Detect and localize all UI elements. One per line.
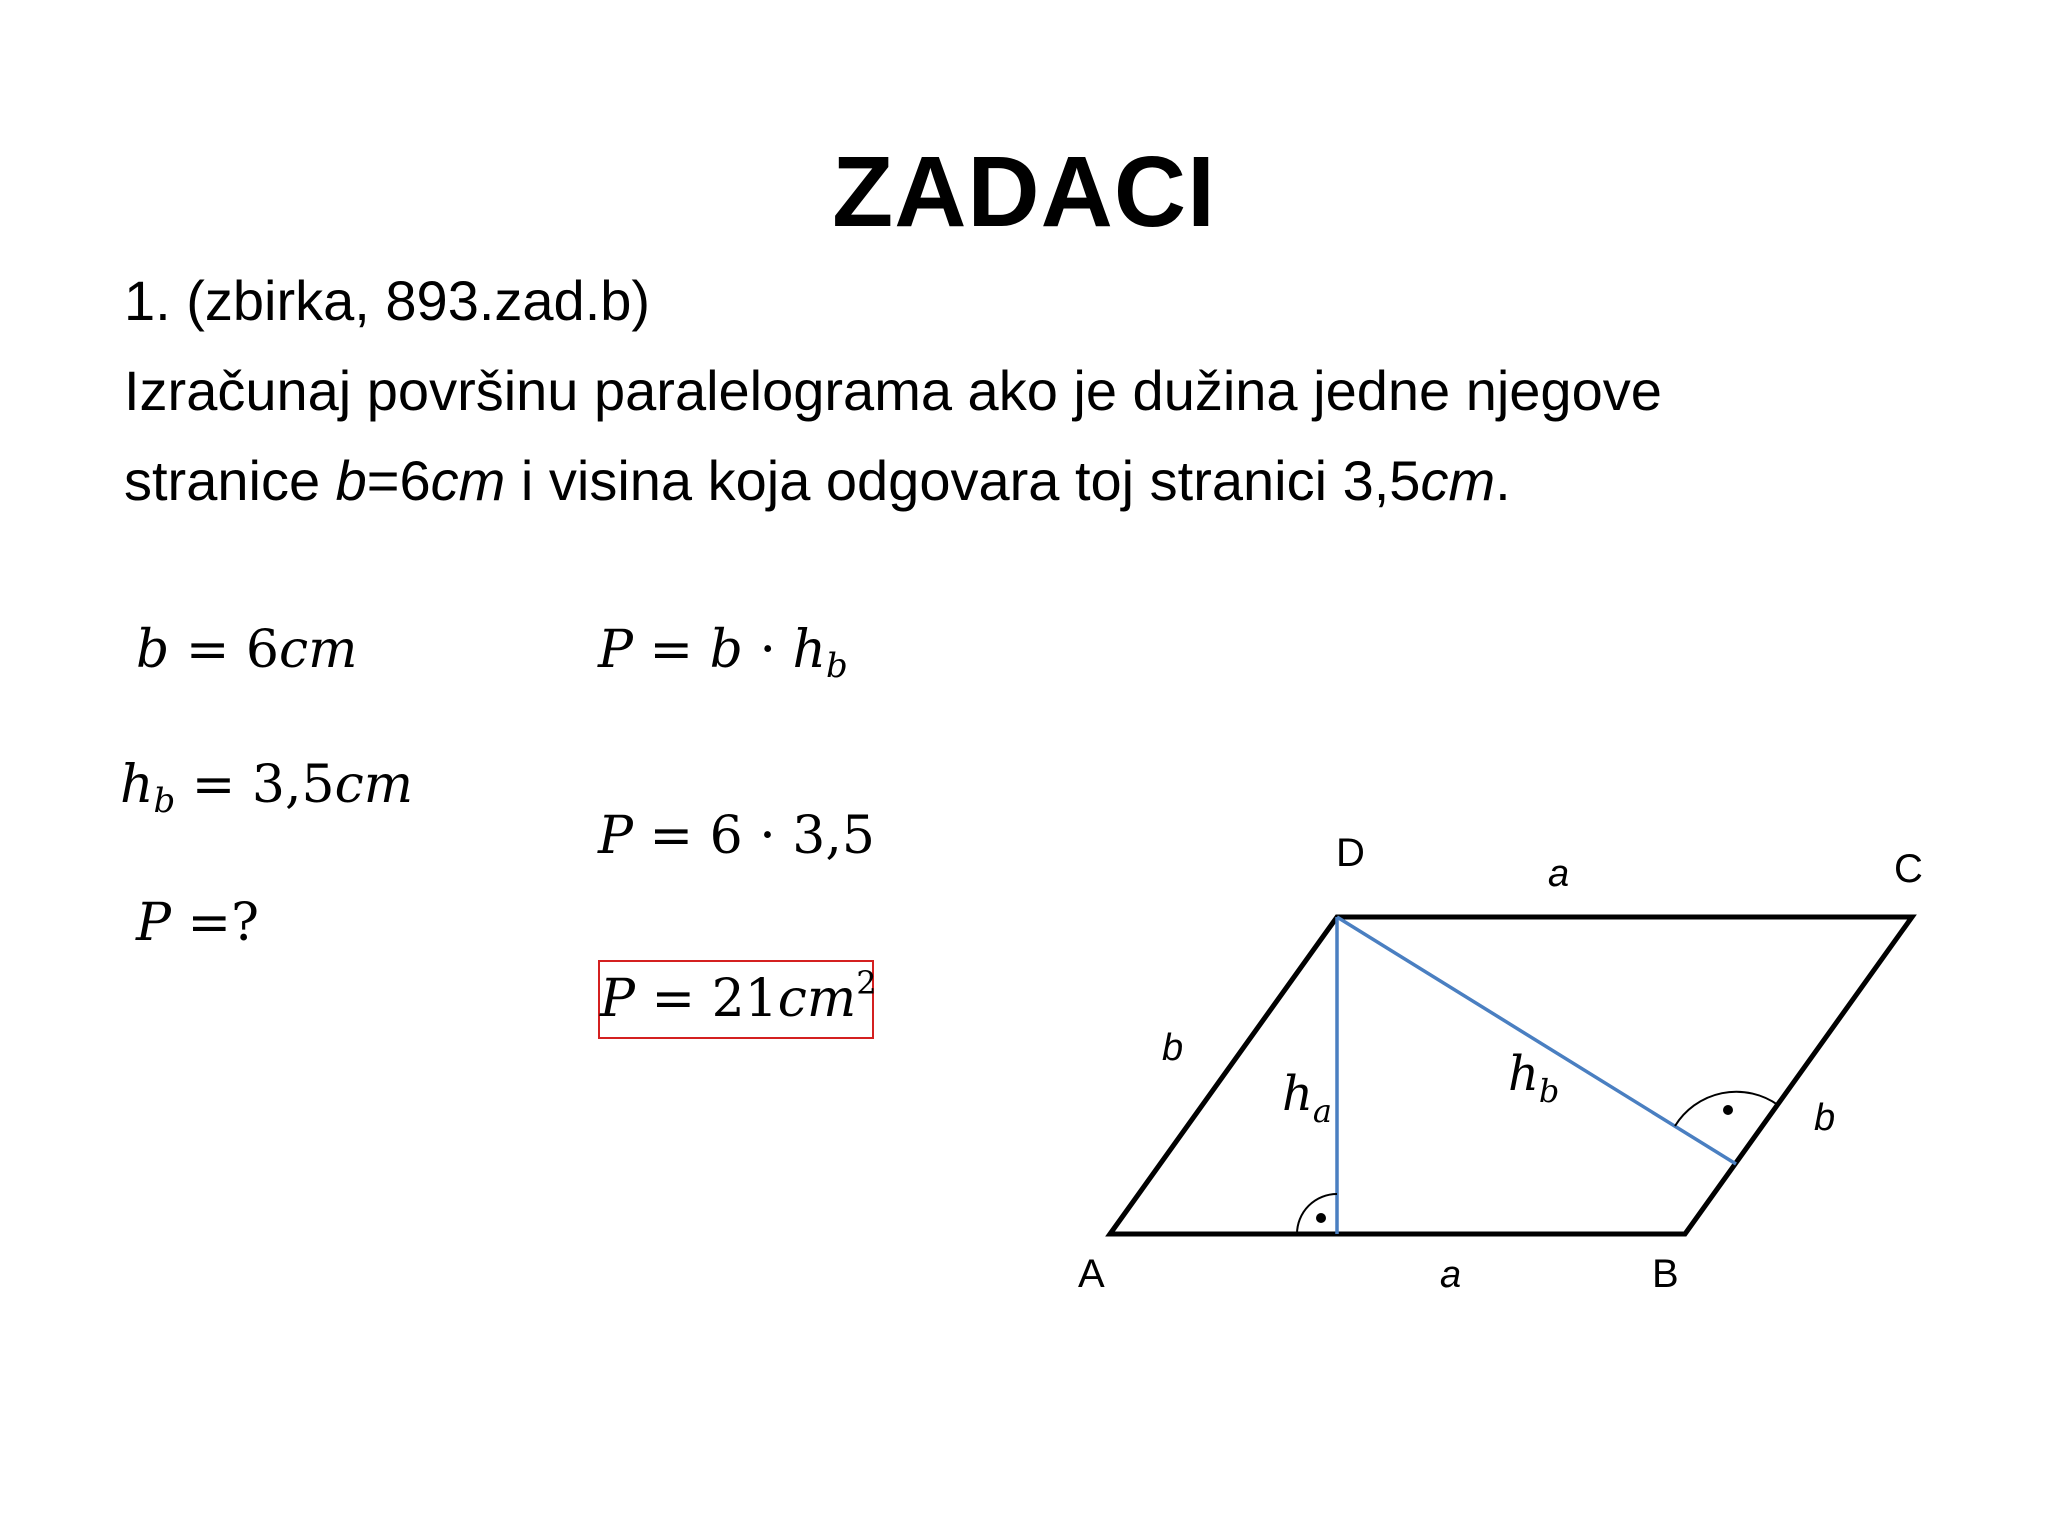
task-text: =6	[366, 449, 431, 512]
vertex-label-b: B	[1652, 1252, 1679, 1296]
area-result: $P = 21cm^2$	[600, 964, 877, 1029]
parallelogram-diagram	[1060, 820, 1960, 1320]
task-unit: cm	[1420, 449, 1496, 512]
height-b-line	[1337, 917, 1736, 1164]
task-text: .	[1495, 449, 1511, 512]
height-label-b: $h_b$	[1508, 1046, 1560, 1110]
side-label-a-top: a	[1548, 853, 1570, 895]
vertex-label-a: A	[1078, 1252, 1105, 1296]
height-label-a: $h_a$	[1282, 1066, 1332, 1130]
right-angle-dot-b	[1723, 1105, 1733, 1115]
task-text: stranice	[124, 449, 336, 512]
given-height-b: $h_b = 3,5cm$	[120, 755, 414, 821]
side-label-b-right: b	[1814, 1097, 1836, 1139]
task-text-line-1: Izračunaj površinu paralelograma ako je dužina jedne njegove	[124, 359, 1662, 422]
slide-title: ZADACI	[832, 136, 1216, 248]
task-text-line-2	[124, 448, 1511, 513]
task-unit: cm	[430, 449, 506, 512]
side-label-a-bottom: a	[1440, 1254, 1462, 1296]
task-text: i visina koja odgovara toj stranici 3,5	[505, 449, 1421, 512]
vertex-label-d: D	[1336, 831, 1365, 875]
right-angle-arc-a	[1297, 1194, 1337, 1234]
side-label-b-left: b	[1162, 1027, 1184, 1069]
area-formula: $P = b \cdot h_b$	[598, 620, 848, 686]
area-substitution: P = 6 · 3,5	[598, 806, 875, 866]
given-b: b = 6cm	[136, 620, 358, 680]
unknown-area: P =?	[136, 893, 259, 953]
vertex-label-c: C	[1894, 847, 1923, 891]
task-var-b: b	[335, 449, 367, 512]
task-number: 1. (zbirka, 893.zad.b)	[124, 269, 651, 332]
right-angle-dot-a	[1316, 1213, 1326, 1223]
